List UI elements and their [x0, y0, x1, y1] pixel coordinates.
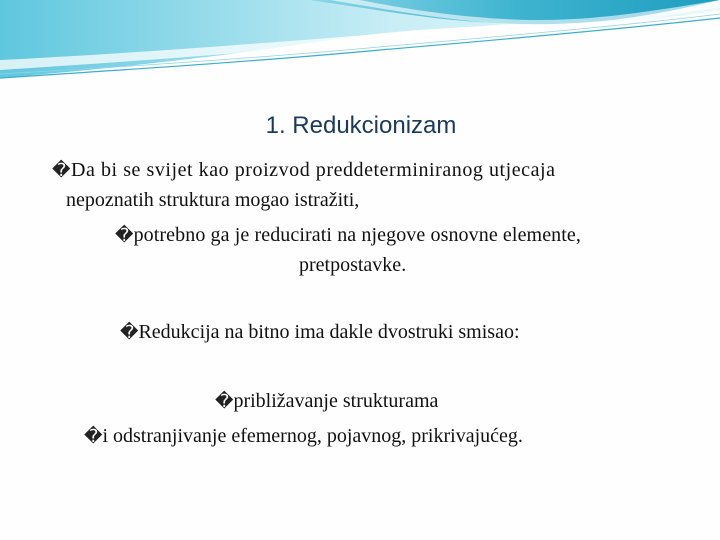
- bullet-line-7: [84, 424, 523, 449]
- bullet-line-3: [115, 223, 581, 248]
- header-wave-decoration: [0, 0, 720, 90]
- bullet-glyph-icon: �: [120, 322, 139, 343]
- bullet-line-3-text: potrebno ga je reducirati na njegove osnovne elemente,: [133, 224, 582, 246]
- slide-title: [0, 112, 720, 140]
- bullet-glyph-icon: �: [52, 160, 72, 181]
- bullet-glyph-icon: �: [215, 391, 234, 412]
- bullet-line-6-text: približavanje strukturama: [233, 390, 439, 412]
- bullet-line-1: [52, 158, 556, 183]
- bullet-glyph-icon: �: [84, 426, 103, 447]
- bullet-line-6: [215, 389, 438, 414]
- bullet-line-5-text: Redukcija na bitno ima dakle dvostruki smisao:: [138, 321, 520, 343]
- continuation-line-4: [299, 253, 406, 277]
- bullet-glyph-icon: �: [115, 225, 134, 246]
- bullet-line-7-text: i odstranjivanje efemernog, pojavnog, prikrivajućeg.: [102, 425, 523, 447]
- bullet-line-5: [120, 320, 520, 345]
- bullet-line-1-text: Da bi se svijet kao proizvod preddeterminiranog utjecaja: [71, 159, 556, 181]
- continuation-line-4-text: pretpostavke.: [299, 254, 407, 276]
- continuation-line-2: [66, 188, 359, 212]
- slide-title-text: 1. Redukcionizam: [265, 112, 457, 139]
- continuation-line-2-text: nepoznatih struktura mogao istražiti,: [66, 189, 360, 211]
